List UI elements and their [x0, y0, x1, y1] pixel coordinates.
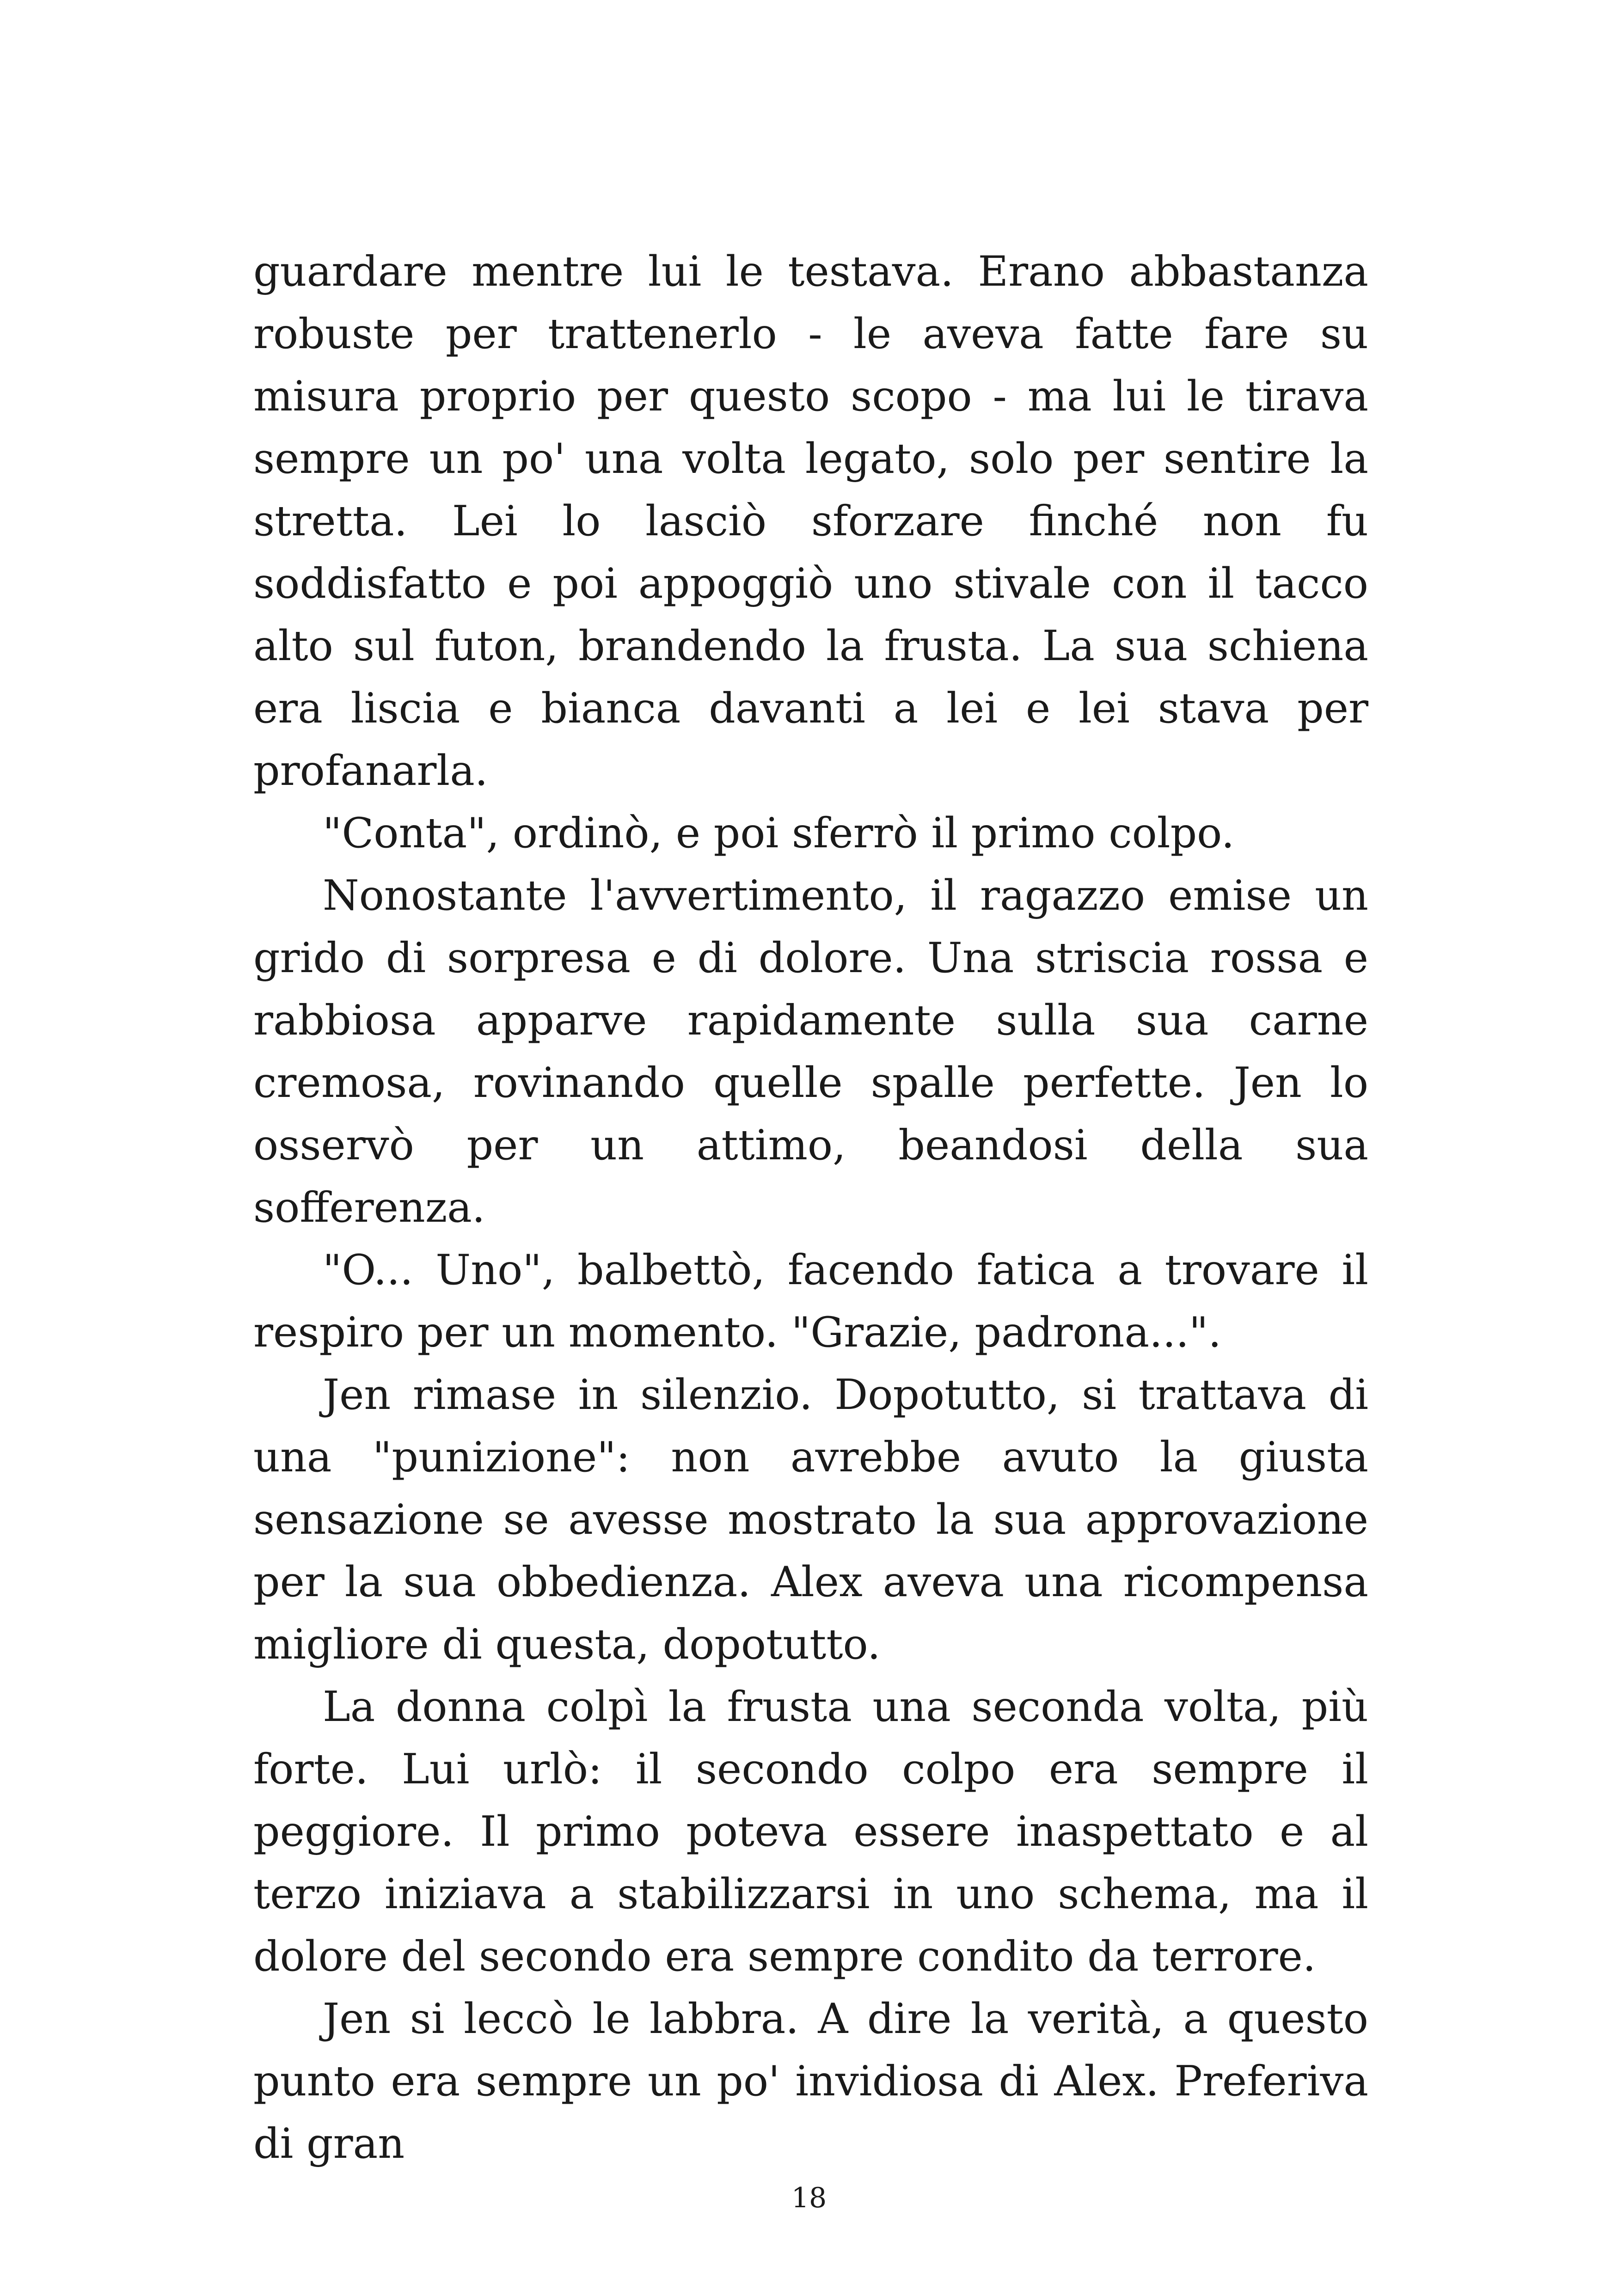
paragraph: Jen si leccò le labbra. A dire la verità, a questo punto era sempre un po' invidiosa di Alex. Preferiva di gran — [253, 1995, 1368, 2168]
page-number: 18 — [791, 2182, 827, 2214]
paragraph: "Conta", ordinò, e poi sferrò il primo colpo. — [323, 809, 1235, 857]
body-text — [253, 240, 1368, 2175]
paragraph: Jen rimase in silenzio. Dopotutto, si trattava di una "punizione": non avrebbe avuto la giusta sensazione se avesse mostrato la sua approvazione per la sua obbedienza. Alex aveva una ricompensa migliore di questa, dopotutto. — [253, 1371, 1368, 1669]
paragraph: guardare mentre lui le testava. Erano abbastanza robuste per trattenerlo - le aveva fatte fare su misura proprio per questo scopo - ma lui le tirava sempre un po' una volta legato, solo per sentire la stretta. Lei lo lasciò sforzare finché non fu soddisfatto e poi appoggiò uno stivale con il tacco alto sul futon, brandendo la frusta. La sua schiena era liscia e bianca davanti a lei e lei stava per profanarla. — [253, 247, 1368, 795]
paragraph: "O... Uno", balbettò, facendo fatica a trovare il respiro per un momento. "Grazie, padrona...". — [253, 1246, 1368, 1357]
paragraph: Nonostante l'avvertimento, il ragazzo emise un grido di sorpresa e di dolore. Una striscia rossa e rabbiosa apparve rapidamente sulla sua carne cremosa, rovinando quelle spalle perfette. Jen lo osservò per un attimo, beandosi della sua sofferenza. — [253, 871, 1368, 1232]
paragraph: La donna colpì la frusta una seconda volta, più forte. Lui urlò: il secondo colpo era sempre il peggiore. Il primo poteva essere inaspettato e al terzo iniziava a stabilizzarsi in uno schema, ma il dolore del secondo era sempre condito da terrore. — [253, 1683, 1368, 1981]
